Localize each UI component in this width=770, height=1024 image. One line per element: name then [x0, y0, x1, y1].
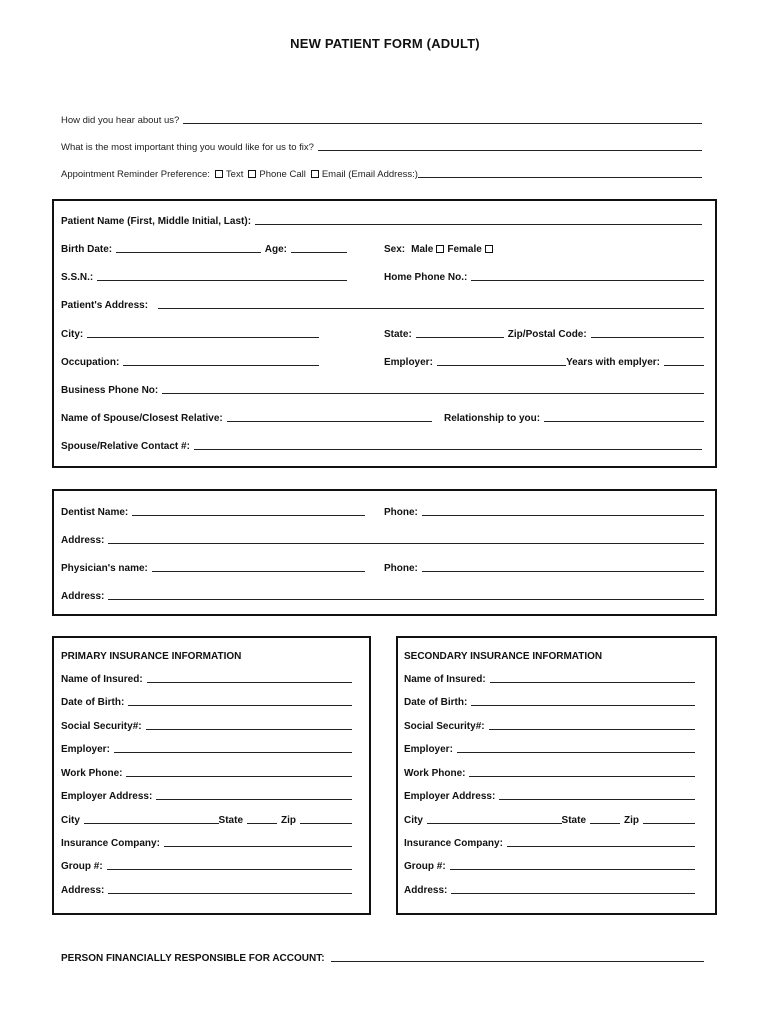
phone-call-option-label: Phone Call: [259, 169, 306, 180]
primary-group-row: [61, 858, 356, 872]
physician-phone-row: [384, 560, 708, 574]
secondary-work-phone-row: [404, 765, 699, 779]
home-phone-row: [384, 269, 708, 283]
primary-zip-label: Zip: [281, 815, 296, 826]
secondary-name-label: Name of Insured:: [404, 674, 486, 685]
primary-employer-address-label: Employer Address:: [61, 791, 153, 802]
secondary-zip-label: Zip: [624, 815, 639, 826]
primary-address-label: Address:: [61, 885, 105, 896]
home-phone-label: Home Phone No.:: [384, 272, 468, 283]
occupation-field[interactable]: [123, 355, 319, 366]
secondary-employer-address-label: Employer Address:: [404, 791, 496, 802]
physician-address-field[interactable]: [108, 589, 704, 600]
secondary-group-field[interactable]: [450, 859, 695, 870]
years-label: Years with emplyer:: [566, 357, 660, 368]
primary-name-label: Name of Insured:: [61, 674, 143, 685]
ssn-row: [61, 269, 351, 283]
patient-address-row: [61, 297, 708, 311]
relationship-label: Relationship to you:: [444, 413, 541, 424]
primary-employer-row: [61, 741, 356, 755]
zip-label: Zip/Postal Code:: [507, 329, 587, 340]
physician-phone-label: Phone:: [384, 563, 418, 574]
employer-label: Employer:: [384, 357, 433, 368]
primary-address-row: [61, 882, 356, 896]
primary-state-field[interactable]: [247, 813, 277, 824]
hear-label: How did you hear about us?: [61, 115, 180, 126]
patient-address-label: Patient's Address:: [61, 300, 149, 311]
male-checkbox[interactable]: [436, 245, 444, 253]
female-label: Female: [447, 244, 482, 255]
fix-label: What is the most important thing you would like for us to fix?: [61, 142, 314, 153]
primary-work-phone-field[interactable]: [126, 766, 352, 777]
occupation-label: Occupation:: [61, 357, 120, 368]
dentist-address-label: Address:: [61, 535, 105, 546]
business-phone-label: Business Phone No:: [61, 385, 159, 396]
secondary-employer-address-row: [404, 788, 699, 802]
dentist-label: Dentist Name:: [61, 507, 129, 518]
physician-row: [61, 560, 369, 574]
birth-date-label: Birth Date:: [61, 244, 113, 255]
secondary-ins-company-label: Insurance Company:: [404, 838, 503, 849]
secondary-name-field[interactable]: [490, 672, 695, 683]
primary-city-field[interactable]: [84, 813, 219, 824]
secondary-address-row: [404, 882, 699, 896]
city-label: City:: [61, 329, 84, 340]
age-label: Age:: [264, 244, 287, 255]
primary-state-label: State: [218, 815, 243, 826]
spouse-field[interactable]: [227, 411, 432, 422]
dentist-phone-label: Phone:: [384, 507, 418, 518]
primary-dob-field[interactable]: [128, 695, 352, 706]
responsible-field[interactable]: [331, 951, 704, 962]
spouse-label: Name of Spouse/Closest Relative:: [61, 413, 223, 424]
dentist-field[interactable]: [132, 505, 365, 516]
primary-dob-label: Date of Birth:: [61, 697, 125, 708]
physician-phone-field[interactable]: [422, 561, 704, 572]
birth-date-field[interactable]: [116, 242, 261, 253]
secondary-ins-company-field[interactable]: [507, 836, 695, 847]
primary-ss-label: Social Security#:: [61, 721, 142, 732]
occupation-row: [61, 354, 323, 368]
business-phone-field[interactable]: [162, 383, 704, 394]
reminder-row: [61, 166, 706, 180]
employer-field[interactable]: [437, 355, 566, 366]
state-field[interactable]: [416, 327, 504, 338]
primary-city-row: [61, 812, 356, 826]
secondary-city-field[interactable]: [427, 813, 562, 824]
physician-address-label: Address:: [61, 591, 105, 602]
secondary-city-label: City: [404, 815, 423, 826]
primary-employer-address-field[interactable]: [156, 789, 352, 800]
phone-call-checkbox[interactable]: [248, 170, 256, 178]
secondary-ins-company-row: [404, 835, 699, 849]
email-option-label: Email (Email Address:): [321, 169, 418, 180]
primary-group-field[interactable]: [107, 859, 352, 870]
patient-name-field[interactable]: [255, 214, 702, 225]
home-phone-field[interactable]: [471, 270, 704, 281]
primary-employer-field[interactable]: [114, 742, 352, 753]
secondary-group-label: Group #:: [404, 861, 446, 872]
years-field[interactable]: [664, 355, 704, 366]
patient-name-label: Patient Name (First, Middle Initial, Last):: [61, 216, 252, 227]
city-field[interactable]: [87, 327, 319, 338]
secondary-employer-label: Employer:: [404, 744, 453, 755]
state-label: State:: [384, 329, 412, 340]
secondary-address-label: Address:: [404, 885, 448, 896]
patient-name-row: [61, 213, 706, 227]
primary-employer-address-row: [61, 788, 356, 802]
secondary-heading-row: [404, 648, 699, 662]
spouse-contact-label: Spouse/Relative Contact #:: [61, 441, 190, 452]
ssn-label: S.S.N.:: [61, 272, 94, 283]
physician-field[interactable]: [152, 561, 365, 572]
secondary-employer-address-field[interactable]: [499, 789, 695, 800]
fix-field[interactable]: [318, 140, 702, 151]
email-address-field[interactable]: [418, 167, 702, 178]
secondary-dob-row: [404, 694, 699, 708]
secondary-heading: SECONDARY INSURANCE INFORMATION: [404, 651, 603, 662]
dentist-address-row: [61, 532, 708, 546]
male-label: Male: [411, 244, 434, 255]
primary-employer-label: Employer:: [61, 744, 110, 755]
reminder-label: Appointment Reminder Preference:: [61, 169, 210, 180]
zip-field[interactable]: [591, 327, 704, 338]
responsible-label: PERSON FINANCIALLY RESPONSIBLE FOR ACCOUNT:: [61, 953, 325, 964]
primary-address-field[interactable]: [108, 883, 352, 894]
ssn-field[interactable]: [97, 270, 347, 281]
responsible-row: [61, 950, 708, 964]
sex-label: Sex:: [384, 244, 406, 255]
primary-heading-row: [61, 648, 356, 662]
state-zip-row: [384, 326, 708, 340]
age-field[interactable]: [291, 242, 347, 253]
primary-heading: PRIMARY INSURANCE INFORMATION: [61, 651, 242, 662]
spouse-row: [61, 410, 436, 424]
physician-label: Physician's name:: [61, 563, 148, 574]
primary-work-phone-label: Work Phone:: [61, 768, 123, 779]
primary-ss-row: [61, 718, 356, 732]
secondary-ss-field[interactable]: [489, 719, 695, 730]
business-phone-row: [61, 382, 708, 396]
text-option-label: Text: [225, 169, 244, 180]
secondary-dob-field[interactable]: [471, 695, 695, 706]
primary-zip-field[interactable]: [300, 813, 352, 824]
secondary-employer-row: [404, 741, 699, 755]
spouse-contact-field[interactable]: [194, 439, 702, 450]
dentist-row: [61, 504, 369, 518]
city-row: [61, 326, 323, 340]
secondary-employer-field[interactable]: [457, 742, 695, 753]
birth-age-row: [61, 241, 351, 255]
form-title: NEW PATIENT FORM (ADULT): [290, 36, 480, 51]
secondary-dob-label: Date of Birth:: [404, 697, 468, 708]
employer-row: [384, 354, 708, 368]
secondary-city-row: [404, 812, 699, 826]
dentist-address-field[interactable]: [108, 533, 704, 544]
secondary-group-row: [404, 858, 699, 872]
primary-ins-company-row: [61, 835, 356, 849]
primary-group-label: Group #:: [61, 861, 103, 872]
physician-address-row: [61, 588, 708, 602]
fix-row: [61, 139, 706, 153]
primary-ins-company-label: Insurance Company:: [61, 838, 160, 849]
primary-dob-row: [61, 694, 356, 708]
secondary-work-phone-label: Work Phone:: [404, 768, 466, 779]
dentist-phone-field[interactable]: [422, 505, 704, 516]
primary-ins-company-field[interactable]: [164, 836, 352, 847]
relationship-row: [444, 410, 708, 424]
primary-name-row: [61, 671, 356, 685]
hear-row: [61, 112, 706, 126]
female-checkbox[interactable]: [485, 245, 493, 253]
hear-field[interactable]: [183, 113, 702, 124]
primary-ss-field[interactable]: [146, 719, 352, 730]
secondary-ss-label: Social Security#:: [404, 721, 485, 732]
relationship-field[interactable]: [544, 411, 704, 422]
secondary-name-row: [404, 671, 699, 685]
primary-city-label: City: [61, 815, 80, 826]
patient-address-field[interactable]: [158, 298, 704, 309]
secondary-state-field[interactable]: [590, 813, 620, 824]
sex-row: [384, 241, 584, 255]
text-checkbox[interactable]: [215, 170, 223, 178]
secondary-work-phone-field[interactable]: [469, 766, 695, 777]
secondary-address-field[interactable]: [451, 883, 695, 894]
spouse-contact-row: [61, 438, 706, 452]
primary-name-field[interactable]: [147, 672, 352, 683]
email-checkbox[interactable]: [311, 170, 319, 178]
secondary-ss-row: [404, 718, 699, 732]
dentist-phone-row: [384, 504, 708, 518]
primary-work-phone-row: [61, 765, 356, 779]
secondary-zip-field[interactable]: [643, 813, 695, 824]
secondary-state-label: State: [561, 815, 586, 826]
